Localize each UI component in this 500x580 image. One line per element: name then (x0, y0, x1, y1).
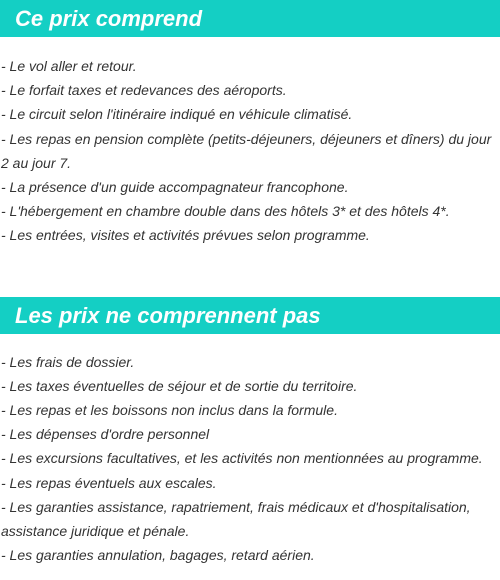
price-includes-section (0, 0, 500, 248)
list-item: - La présence d'un guide accompagnateur francophone. (1, 179, 349, 196)
price-includes-list (0, 54, 500, 248)
list-item: - L'hébergement en chambre double dans des hôtels 3* et des hôtels 4*. (1, 203, 450, 220)
list-item: - Les repas et les boissons non inclus dans la formule. (1, 402, 338, 419)
list-item: - Les repas éventuels aux escales. (1, 474, 217, 491)
price-excludes-list (0, 350, 500, 568)
list-item: - Les garanties assistance, rapatriement, frais médicaux et d'hospitalisation, assistance juridique et pénale. (1, 498, 471, 540)
list-item: - Les taxes éventuelles de séjour et de sortie du territoire. (1, 377, 358, 394)
list-item: - Les entrées, visites et activités prévues selon programme. (1, 227, 370, 244)
list-item: - Les repas en pension complète (petits-déjeuners, déjeuners et dîners) du jour 2 au jour 7. (1, 130, 492, 171)
list-item: - Le circuit selon l'itinéraire indiqué en véhicule climatisé. (1, 106, 353, 123)
list-item: - Les frais de dossier. (1, 353, 135, 370)
price-excludes-heading: Les prix ne comprennent pas (0, 297, 500, 334)
price-includes-heading: Ce prix comprend (0, 0, 500, 37)
list-item: - Le vol aller et retour. (1, 58, 137, 74)
list-item: - Les garanties annulation, bagages, retard aérien. (1, 547, 315, 564)
list-item: - Les dépenses d'ordre personnel (1, 426, 210, 443)
list-item: - Le forfait taxes et redevances des aéroports. (1, 82, 287, 99)
price-excludes-section (0, 297, 500, 568)
list-item: - Les excursions facultatives, et les activités non mentionnées au programme. (1, 450, 483, 467)
